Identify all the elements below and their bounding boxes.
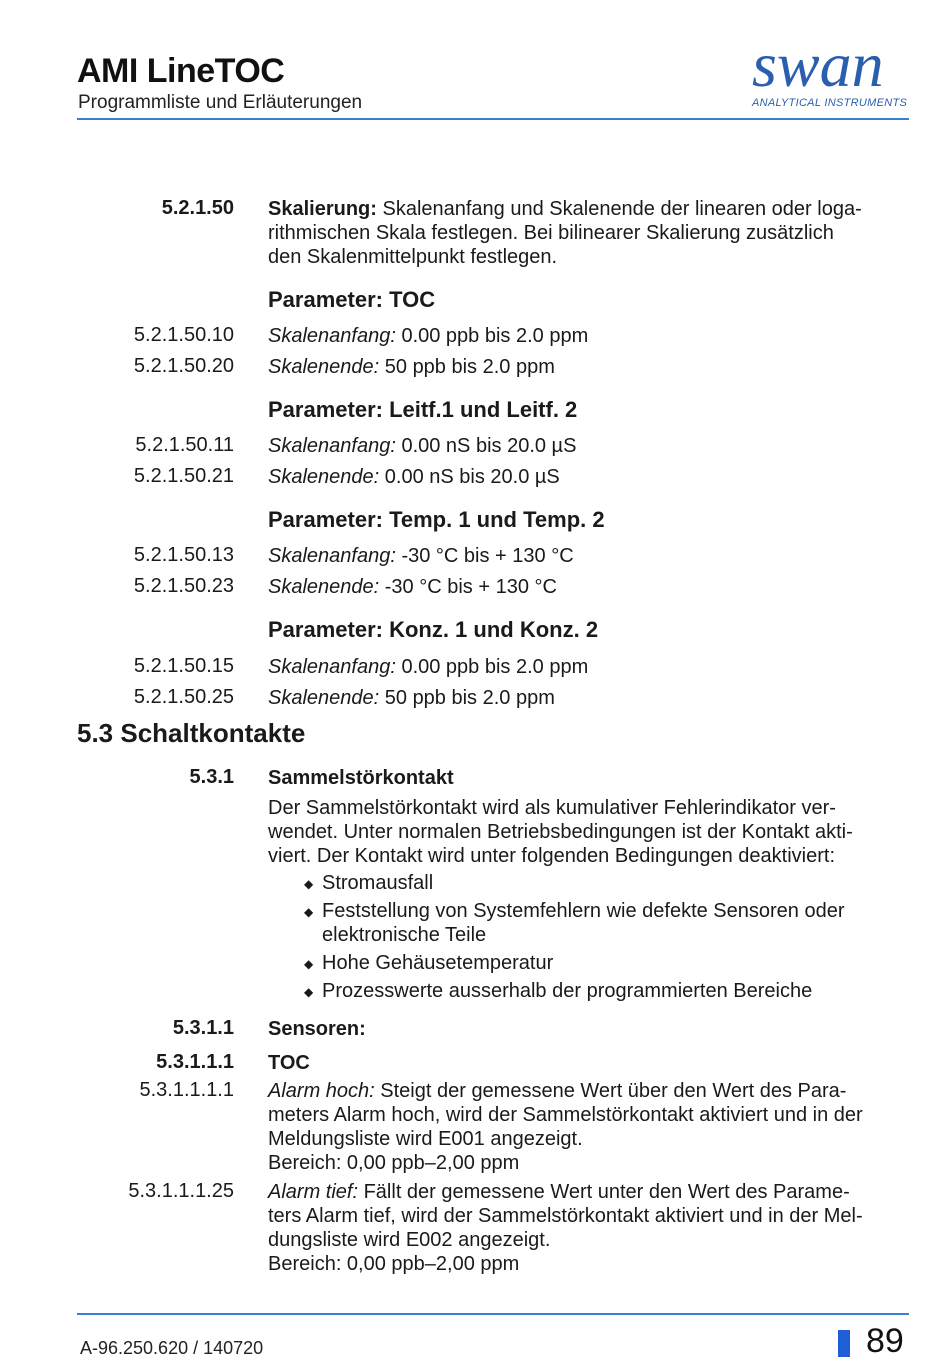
param-row — [268, 544, 908, 568]
param-label: Skalenanfang: — [268, 435, 396, 457]
text-line: wendet. Unter normalen Betriebsbedingungen ist der Kontakt akti- — [268, 821, 853, 843]
param-number: 5.2.1.50.21 — [133, 465, 234, 487]
bullet-diamond-icon: ◆ — [304, 877, 314, 891]
section-heading: 5.3 Schaltkontakte — [77, 718, 306, 748]
text-line: den Skalenmittelpunkt festlegen. — [268, 246, 558, 268]
param-label: Alarm hoch: — [268, 1080, 375, 1102]
param-label: Skalenende: — [268, 356, 380, 378]
bullet-item — [322, 899, 908, 947]
subsection-title: TOC — [268, 1052, 310, 1074]
param-number: 5.2.1.50.11 — [135, 434, 234, 456]
text-line: ters Alarm tief, wird der Sammelstörkontakt aktiviert und in der Mel- — [268, 1205, 863, 1227]
text-line: Fällt der gemessene Wert unter den Wert des Parame- — [358, 1181, 850, 1203]
param-row — [268, 686, 908, 710]
text-line: meters Alarm hoch, wird der Sammelstörkontakt aktiviert und in der — [268, 1104, 863, 1126]
document-title: AMI LineTOC — [77, 52, 285, 90]
param-number: 5.2.1.50.23 — [133, 575, 234, 597]
param-number: 5.2.1.50.20 — [133, 355, 234, 377]
param-label: Skalenanfang: — [268, 545, 396, 567]
bullet-diamond-icon: ◆ — [304, 957, 314, 971]
text-line: Meldungsliste wird E001 angezeigt. — [268, 1128, 583, 1150]
range-text: Bereich: 0,00 ppb–2,00 ppm — [268, 1152, 520, 1174]
term-label: Skalierung: — [268, 198, 377, 220]
section-description — [268, 197, 908, 269]
section-number: 5.2.1.50 — [161, 197, 234, 219]
parameter-heading: Parameter: Temp. 1 und Temp. 2 — [268, 507, 605, 532]
parameter-heading: Parameter: Leitf.1 und Leitf. 2 — [268, 397, 578, 422]
param-number: 5.2.1.50.15 — [133, 655, 234, 677]
bullet-item: Hohe Gehäusetemperatur — [322, 952, 554, 974]
text-line: Skalenanfang und Skalenende der linearen oder loga- — [376, 198, 862, 220]
param-label: Alarm tief: — [268, 1181, 359, 1203]
param-value: -30 °C bis + 130 °C — [395, 545, 574, 567]
param-value: 50 ppb bis 2.0 ppm — [379, 687, 555, 709]
text-line: viert. Der Kontakt wird unter folgenden Bedingungen deaktiviert: — [268, 845, 836, 867]
text-line: Feststellung von Systemfehlern wie defekte Sensoren oder — [322, 900, 845, 922]
param-row — [268, 355, 908, 379]
param-number: 5.3.1.1.1.25 — [128, 1180, 234, 1202]
page-marker — [838, 1330, 850, 1357]
param-label: Skalenende: — [268, 576, 380, 598]
subsection-number: 5.3.1.1 — [172, 1017, 234, 1039]
text-line: elektronische Teile — [322, 924, 487, 946]
bullet-item: Stromausfall — [322, 872, 434, 894]
param-number: 5.2.1.50.10 — [133, 324, 234, 346]
logo-subtext: ANALYTICAL INSTRUMENTS — [752, 97, 908, 109]
param-number: 5.3.1.1.1.1 — [139, 1079, 234, 1101]
param-row — [268, 465, 908, 489]
param-value: 0.00 nS bis 20.0 µS — [379, 466, 560, 488]
bullet-item: Prozesswerte ausserhalb der programmierten Bereiche — [322, 980, 813, 1002]
subsection-number: 5.3.1.1.1 — [156, 1051, 234, 1073]
page-number: 89 — [866, 1322, 904, 1360]
param-value: 0.00 ppb bis 2.0 ppm — [395, 656, 589, 678]
bullet-diamond-icon: ◆ — [304, 985, 314, 999]
range-text: Bereich: 0,00 ppb–2,00 ppm — [268, 1253, 520, 1275]
subsection-title: Sensoren: — [268, 1018, 366, 1040]
subsection-number: 5.3.1 — [189, 766, 234, 788]
subsection-title: Sammelstörkontakt — [268, 767, 454, 789]
header-divider — [77, 118, 909, 120]
param-label: Skalenanfang: — [268, 656, 396, 678]
logo-text: swan — [752, 29, 884, 100]
param-label: Skalenende: — [268, 466, 380, 488]
param-row — [268, 575, 908, 599]
text-line: rithmischen Skala festlegen. Bei bilinearer Skalierung zusätzlich — [268, 222, 834, 244]
param-row — [268, 324, 908, 348]
parameter-heading: Parameter: TOC — [268, 287, 436, 312]
text-line: Der Sammelstörkontakt wird als kumulativer Fehlerindikator ver- — [268, 797, 836, 819]
param-label: Skalenanfang: — [268, 325, 396, 347]
param-value: -30 °C bis + 130 °C — [379, 576, 557, 598]
param-row — [268, 655, 908, 679]
bullet-diamond-icon: ◆ — [304, 905, 314, 919]
document-id: A-96.250.620 / 140720 — [80, 1338, 264, 1358]
alarm-tief-description — [268, 1180, 908, 1276]
param-value: 0.00 ppb bis 2.0 ppm — [395, 325, 589, 347]
param-value: 50 ppb bis 2.0 ppm — [379, 356, 555, 378]
param-row — [268, 434, 908, 458]
parameter-heading: Parameter: Konz. 1 und Konz. 2 — [268, 617, 599, 642]
param-number: 5.2.1.50.13 — [133, 544, 234, 566]
param-label: Skalenende: — [268, 687, 380, 709]
param-value: 0.00 nS bis 20.0 µS — [395, 435, 577, 457]
document-subtitle: Programmliste und Erläuterungen — [78, 92, 363, 113]
alarm-hoch-description — [268, 1079, 908, 1175]
param-number: 5.2.1.50.25 — [133, 686, 234, 708]
footer-divider — [77, 1313, 909, 1315]
text-line: Steigt der gemessene Wert über den Wert des Para- — [374, 1080, 847, 1102]
text-line: dungsliste wird E002 angezeigt. — [268, 1229, 551, 1251]
subsection-paragraph — [268, 796, 908, 868]
